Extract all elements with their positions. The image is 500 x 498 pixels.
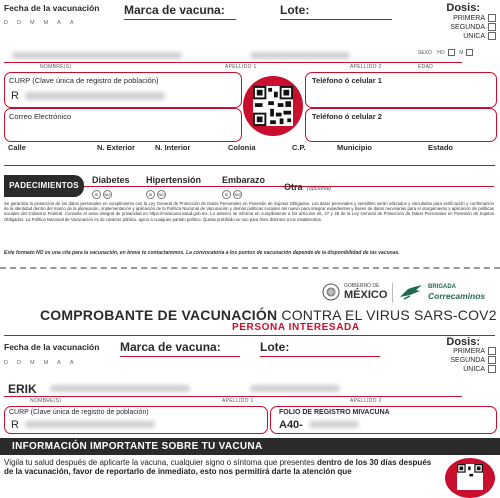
comp-fecha-letter: D <box>16 360 21 366</box>
diabetes-si[interactable]: SI <box>92 190 101 199</box>
brigada-line2: Correcaminos <box>428 291 486 301</box>
addr-estado: Estado <box>428 143 454 152</box>
otra-label: Otra <box>284 182 303 192</box>
folio-label: FOLIO DE REGISTRO MIVACUNA <box>279 409 390 416</box>
email-box[interactable] <box>4 108 242 142</box>
comp-sub-nombres: NOMBRE(S) <box>30 398 62 404</box>
comp-fecha-letter: M <box>29 360 35 366</box>
fecha-input[interactable] <box>4 13 104 19</box>
fecha-letters <box>4 20 74 26</box>
brigada-line1: BRIGADA <box>428 284 456 290</box>
comp-fecha-label: Fecha de la vacunación <box>4 342 100 352</box>
dosis-primera: PRIMERA <box>453 14 485 22</box>
comp-curp-redacted <box>25 421 155 428</box>
lote-label: Lote: <box>280 3 310 17</box>
comp-name-redacted-2 <box>250 385 340 392</box>
email-label: Correo Electrónico <box>9 112 72 121</box>
comp-curp-box[interactable] <box>4 406 268 434</box>
sexo-m: M <box>459 49 464 56</box>
qr-code-icon <box>457 464 483 490</box>
sexo-ho: HO <box>437 49 445 56</box>
embarazo-si[interactable]: SI <box>222 190 231 199</box>
notice-text: Este formato NO es una cita para la vacunación, en breve te contactaremos. La convocatoria a los puntos de vacunación depende de la disponibilidad de las vacunas. <box>4 250 400 256</box>
otra-optional: (opcional) <box>306 186 332 192</box>
gobierno-line1: GOBIERNO DE <box>344 283 380 289</box>
marca-underline <box>124 19 236 20</box>
tel1-label: Teléfono ó celular 1 <box>312 76 382 85</box>
fecha-letter: D <box>16 20 21 26</box>
cond-hipertension <box>146 175 201 204</box>
tel2-box[interactable] <box>305 108 497 142</box>
vigila-text <box>4 458 440 476</box>
tel2-label: Teléfono ó celular 2 <box>312 112 382 121</box>
comp-curp-prefix: R <box>11 419 19 431</box>
folio-prefix: A40- <box>279 419 303 431</box>
curp-box[interactable] <box>4 72 242 108</box>
vigila-normal: Vigila tu salud después de aplicarte la vacuna, cualquier signo o síntoma que presentes <box>4 458 317 467</box>
addr-calle: Calle <box>8 143 26 152</box>
sexo-ho-checkbox[interactable] <box>448 49 455 56</box>
name-underline <box>4 62 462 63</box>
curp-label: CURP (Clave única de registro de población) <box>9 76 159 85</box>
embarazo-no[interactable]: NO <box>234 192 241 198</box>
comp-dosis-options <box>450 347 496 374</box>
comp-dosis-primera-checkbox[interactable] <box>488 347 496 355</box>
addr-municipio: Municipio <box>337 143 372 152</box>
dosis-segunda: SEGUNDA <box>450 23 485 31</box>
dosis-unica: ÚNICA <box>463 32 485 40</box>
info-header-band <box>0 438 500 455</box>
bottom-qr-frame <box>445 458 495 498</box>
comp-dosis-segunda-checkbox[interactable] <box>488 356 496 364</box>
folio-redacted <box>309 421 359 428</box>
dosis-primera-checkbox[interactable] <box>488 14 496 22</box>
privacy-text: Se garantiza la protección de los datos personales en cumplimiento con la Ley General de Protección de Datos Personales en Posesión de Sujetos Obligados. Los datos personales y sensibles serán utilizados y vinculados para verificación y confirmación de la identidad dentro del marco de la planeación, implementación y aplicación de la Política Nacional de Vacunación y demás políticas sociales del nuevo para integrar expedientes y bases de datos necesarias para el otorgamiento y aplicación de políticas sociales del Gobierno Federal. Consulte el aviso integral de privacidad en https://mivacuna.salud.gob.mx. Lo anterior se informa en cumplimiento a los artículos 26, 27 y 28 de la Ley General de Protección de Datos Personales en Posesión de Sujetos Obligados. La Política Nacional de Vacunación es de carácter público, ajeno a cualquier partido político. Queda prohibido su uso para fines distintos a los establecidos. <box>4 201 494 222</box>
name-redacted-2 <box>250 52 350 59</box>
dosis-label: Dosis: <box>446 2 480 14</box>
persona-interesada: PERSONA INTERESADA <box>232 322 360 333</box>
folio-box[interactable] <box>270 406 497 434</box>
cond-diabetes-label: Diabetes <box>92 175 130 185</box>
comp-dosis-segunda: SEGUNDA <box>450 356 485 364</box>
diabetes-no[interactable]: NO <box>104 192 111 198</box>
dosis-segunda-checkbox[interactable] <box>488 23 496 31</box>
info-header: INFORMACIÓN IMPORTANTE SOBRE TU VACUNA <box>12 441 263 452</box>
padecimientos-label: PADECIMIENTOS <box>9 181 79 190</box>
comp-fecha-letter: A <box>57 360 61 366</box>
comp-lote-label: Lote: <box>260 340 290 354</box>
title-rest: CONTRA EL VIRUS SARS-COV2 <box>277 307 497 323</box>
comp-name-value: ERIK <box>8 382 37 396</box>
dosis-unica-checkbox[interactable] <box>488 32 496 40</box>
subtitle-underline <box>4 335 495 336</box>
comp-fecha-letter: M <box>43 360 49 366</box>
roadrunner-icon <box>398 283 424 301</box>
address-underline <box>4 165 495 166</box>
lote-underline <box>280 19 392 20</box>
addr-n-interior: N. Interior <box>155 143 191 152</box>
address-row <box>0 143 500 155</box>
hipertension-si[interactable]: SI <box>146 190 155 199</box>
addr-cp: C.P. <box>292 143 306 152</box>
comp-name-redacted <box>50 385 190 392</box>
curp-prefix: R <box>11 90 19 102</box>
comp-dosis-label: Dosis: <box>446 336 480 348</box>
fecha-letter: A <box>69 20 74 26</box>
qr-code-icon <box>253 86 293 126</box>
comp-fecha-letters <box>4 360 74 366</box>
comprobante-title <box>40 307 497 323</box>
eagle-seal-icon <box>322 283 340 301</box>
sub-edad: EDAD <box>418 64 434 70</box>
comp-lote-underline <box>260 356 380 357</box>
dosis-options <box>450 14 496 41</box>
name-redacted <box>12 52 182 59</box>
sub-apellido2: APELLIDO 2 <box>350 64 382 70</box>
fecha-label: Fecha de la vacunación <box>4 3 100 13</box>
cond-hipertension-label: Hipertensión <box>146 175 202 185</box>
title-bold: COMPROBANTE DE VACUNACIÓN <box>40 307 278 323</box>
cond-diabetes <box>92 175 130 204</box>
comp-fecha-letter: D <box>4 360 8 366</box>
vigila-bold: dentro de los 30 días después de la vacunación, favor de reportarlo de inmediato, esto nos permitirá darte la atención que <box>4 458 432 476</box>
comp-dosis-unica: ÚNICA <box>463 365 485 373</box>
hipertension-no[interactable]: NO <box>158 192 165 198</box>
comp-fecha-letter: A <box>69 360 74 366</box>
comp-name-underline <box>4 396 462 397</box>
comp-dosis-unica-checkbox[interactable] <box>488 365 496 373</box>
fecha-letter: D <box>4 20 8 26</box>
logo-divider <box>392 283 393 303</box>
sub-nombres: NOMBRE(S) <box>40 64 72 70</box>
sexo-m-checkbox[interactable] <box>466 49 473 56</box>
sub-apellido1: APELLIDO 1 <box>225 64 257 70</box>
sexo-label: SEXO <box>418 49 432 56</box>
addr-n-exterior: N. Exterior <box>97 143 135 152</box>
comp-dosis-primera: PRIMERA <box>453 347 485 355</box>
comp-sub-apellido2: APELLIDO 2 <box>350 398 382 404</box>
cond-embarazo <box>222 175 265 204</box>
marca-label: Marca de vacuna: <box>124 3 225 17</box>
qr-code-frame <box>243 76 303 136</box>
cond-embarazo-label: Embarazo <box>222 175 266 185</box>
fecha-letter: A <box>57 20 61 26</box>
fecha-letter: M <box>29 20 35 26</box>
addr-colonia: Colonia <box>228 143 256 152</box>
curp-redacted <box>25 92 165 100</box>
cond-otra[interactable] <box>284 177 331 195</box>
padecimientos-band <box>4 175 84 197</box>
cut-line <box>0 267 500 269</box>
fecha-letter: M <box>43 20 49 26</box>
comp-marca-label: Marca de vacuna: <box>120 340 221 354</box>
comp-sub-apellido1: APELLIDO 1 <box>222 398 254 404</box>
comp-curp-label: CURP (Clave única de registro de población) <box>9 409 149 416</box>
tel1-box[interactable] <box>305 72 497 108</box>
gobierno-line2: MÉXICO <box>344 289 388 301</box>
comp-marca-underline <box>120 356 240 357</box>
sexo-group <box>418 49 473 56</box>
